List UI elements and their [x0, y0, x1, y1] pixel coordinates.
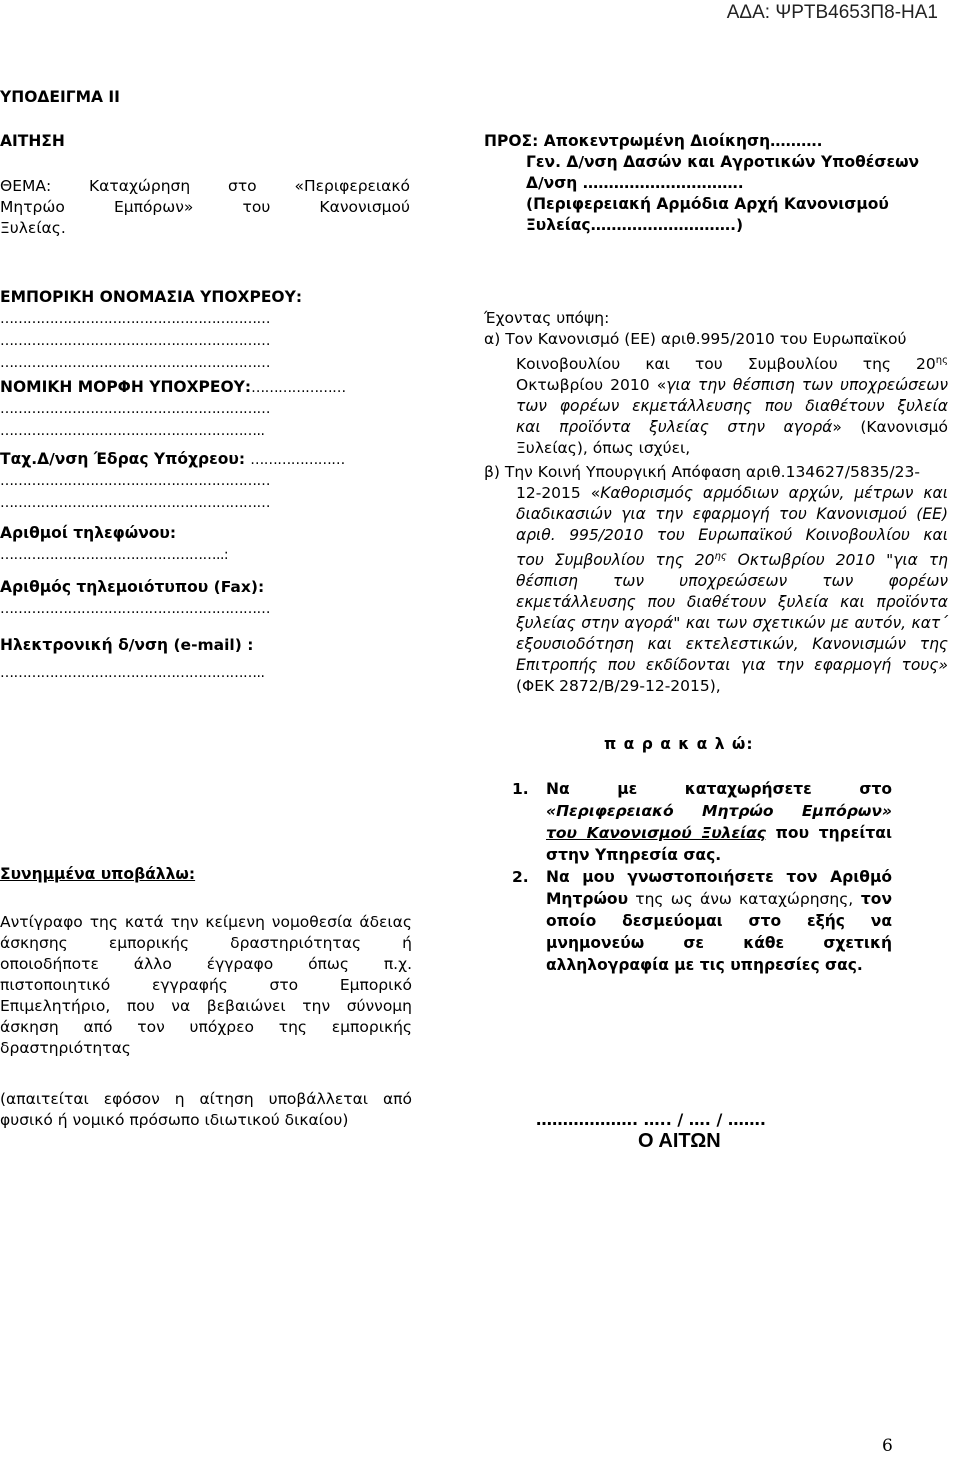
considering-a-line [516, 375, 948, 396]
considering-a-text: » (Κανονισμό [832, 418, 948, 437]
ada-code: ΑΔΑ: ΨΡΤΒ4653Π8-ΗΑ1 [726, 2, 938, 23]
address-field-2[interactable]: …………………………………………………… [0, 473, 270, 489]
considering-b-line: Επιτροπής που εκδίδονται για την εφαρμογή τους» [516, 656, 948, 675]
trade-name-field-1[interactable]: …………………………………………………… [0, 311, 270, 327]
attachments-line: άσκηση από τον υπόχρεο της εμπορικής [0, 1018, 412, 1036]
request-item-2 [512, 866, 892, 976]
address-field[interactable]: ………………… [250, 452, 345, 468]
request-verb: π α ρ α κ α λ ώ: [604, 735, 754, 753]
trade-name-field-2[interactable]: …………………………………………………… [0, 333, 270, 349]
considering-a-line: των φορέων εκμετάλλευσης που διαθέτουν ξυλεία [516, 397, 948, 416]
subject-block [0, 176, 410, 239]
request-item-line: μνημονεύω σε κάθε σχετική [546, 934, 892, 952]
legal-form-field-2[interactable]: …………………………………………………… [0, 401, 270, 417]
trade-name-label: ΕΜΠΟΡΙΚΗ ΟΝΟΜΑΣΙΑ ΥΠΟΧΡΕΟΥ: [0, 288, 303, 306]
request-item-number: 1. [512, 780, 529, 798]
request-item-line: «Περιφερειακό Μητρώο Εμπόρων» [546, 802, 892, 820]
subject-line-2: Μητρώο Εμπόρων» του Κανονισμού [0, 198, 410, 216]
request-items [512, 778, 892, 976]
attachments-text [0, 912, 412, 1059]
request-item-text: Μητρώου [546, 890, 629, 908]
attachments-note-line: φυσικό ή νομικό πρόσωπο ιδιωτικού δικαίου) [0, 1111, 349, 1129]
considering-a-line: Ξυλείας), όπως ισχύει, [516, 439, 691, 458]
considering-intro: Έχοντας υπόψη: [484, 309, 610, 327]
attachments-line: Αντίγραφο της κατά την κείμενη νομοθεσία άδειας [0, 913, 412, 931]
considering-a-text: Οκτωβρίου 2010 « [516, 376, 667, 395]
superscript: ης [935, 355, 948, 366]
request-item-italic: του Κανονισμού Ξυλείας [546, 824, 766, 842]
fax-field[interactable]: …………………………………………………… [0, 601, 270, 617]
attachments-line: οποιοδήποτε άλλο έγγραφο όπως π.χ. [0, 955, 412, 973]
request-item-line: αλληλογραφία με τις υπηρεσίες σας. [546, 956, 863, 974]
attachments-line: πιστοποιητικό εγγραφής στο Εμπορικό [0, 976, 412, 994]
fax-label: Αριθμός τηλεμοιότυπου (Fax): [0, 578, 265, 596]
legal-form-row [0, 377, 412, 401]
considering-a-text: Κοινοβουλίου και του Συμβουλίου της 20 [516, 355, 936, 374]
considering-a-italic: για την θέσπιση των υποχρεώσεων [666, 376, 949, 395]
request-item-text: που τηρείται [765, 824, 892, 842]
considering-a-italic: και προϊόντα ξυλείας στην αγορά [516, 418, 833, 437]
page-number: 6 [882, 1436, 893, 1456]
recipient-line-5: Ξυλείας……………………….) [526, 216, 744, 234]
phones-label: Αριθμοί τηλεφώνου: [0, 524, 177, 542]
address-row [0, 449, 412, 473]
recipient-line-2: Γεν. Δ/νση Δασών και Αγροτικών Υποθέσεων [526, 153, 920, 171]
attachments-note [0, 1089, 412, 1131]
subject-line-3: Ξυλείας. [0, 219, 66, 237]
considering-b-line: (ΦΕΚ 2872/Β/29-12-2015), [516, 677, 721, 696]
recipient-line-4: (Περιφερειακή Αρμόδια Αρχή Κανονισμού [526, 195, 889, 213]
applicant-signature-label: Ο ΑΙΤΩΝ [638, 1130, 721, 1152]
request-item-line: στην Υπηρεσία σας. [546, 846, 722, 864]
attachments-line: Επιμελητήριο, που να βεβαιώνει την σύννομη [0, 997, 412, 1015]
phones-field[interactable]: …………………………………………..: [0, 547, 229, 563]
considering-b-line: β) Την Κοινή Υπουργική Απόφαση αριθ.134627/5835/23- [484, 463, 920, 482]
legal-form-field-3[interactable]: ………………………………………………….. [0, 423, 265, 439]
address-label: Ταχ.Δ/νση Έδρας Υπόχρεου: [0, 450, 246, 468]
attachments-line: άσκησης εμπορικής δραστηριότητας ή [0, 934, 412, 952]
considering-a-line [516, 417, 948, 438]
considering-b-text: 12-2015 « [516, 484, 601, 503]
considering-b-line: εξουσιοδότηση και εκτελεστικών, Κανονισμών της [516, 635, 948, 654]
attachments-heading: Συνημμένα υποβάλλω: [0, 865, 196, 883]
considering-b-line [516, 546, 948, 571]
recipient-block [484, 131, 944, 236]
considering-a-body [484, 350, 948, 459]
request-item-1 [512, 778, 892, 866]
recipient-line-3: Δ/νση …………………………. [526, 174, 744, 192]
trade-name-field-3[interactable]: …………………………………………………… [0, 355, 270, 371]
request-item-line: Να μου γνωστοποιήσετε τον Αριθμό [546, 868, 892, 886]
request-heading: ΑΙΤΗΣΗ [0, 132, 65, 150]
request-item-line: οποίο δεσμεύομαι στο εξής να [546, 912, 892, 930]
considering-a-line: α) Τον Κανονισμό (ΕΕ) αριθ.995/2010 του Ευρωπαϊκού [484, 330, 907, 348]
request-item-line: Να με καταχωρήσετε στο [546, 780, 892, 798]
considering-b-italic: Οκτωβρίου 2010 "για τη [726, 551, 948, 570]
considering-b-line [516, 483, 948, 504]
document-title: ΥΠΟΔΕΙΓΜΑ ΙΙ [0, 88, 120, 106]
request-item-text: τον [853, 890, 893, 908]
superscript: ης [714, 551, 727, 563]
considering-b-line: θέσπιση των υποχρεώσεων των φορέων [516, 572, 948, 591]
legal-form-label: ΝΟΜΙΚΗ ΜΟΡΦΗ ΥΠΟΧΡΕΟΥ: [0, 378, 252, 396]
considering-a-line [516, 350, 948, 375]
request-item-text: της ως άνω καταχώρησης, [628, 890, 854, 908]
applicant-details [0, 287, 412, 687]
considering-b-body [484, 483, 948, 697]
subject-line-1: ΘΕΜΑ: Καταχώρηση στο «Περιφερειακό [0, 177, 410, 195]
attachments-note-line: (απαιτείται εφόσον η αίτηση υποβάλλεται από [0, 1090, 412, 1108]
address-field-3[interactable]: …………………………………………………… [0, 495, 270, 511]
considering-b-line: εκμετάλλευσης που διαθέτουν ξυλεία και προϊόντα [516, 593, 948, 612]
considering-b-line: διαδικασιών για την εφαρμογή του Κανονισμού (ΕΕ) [516, 505, 948, 524]
recipient-line-1: ΠΡΟΣ: Αποκεντρωμένη Διοίκηση………. [484, 132, 823, 150]
considering-b-italic: Καθορισμός αρμόδιων αρχών, μέτρων και [600, 484, 948, 503]
considering-b-line: αριθ. 995/2010 του Ευρωπαϊκού Κοινοβουλίου και [516, 526, 948, 545]
email-field[interactable]: ………………………………………………….. [0, 665, 265, 681]
attachments-line: δραστηριότητας [0, 1039, 131, 1057]
considering-block [484, 308, 948, 697]
considering-b-line: ξυλείας στην αγορά" και των σχετικών με αυτόν, κατ΄ [516, 614, 948, 633]
signature-date[interactable]: ………………. ….. / …. / ……. [536, 1110, 766, 1129]
considering-b-italic: του Συμβουλίου της 20 [516, 551, 715, 570]
email-label: Ηλεκτρονική δ/νση (e-mail) : [0, 636, 254, 654]
legal-form-field[interactable]: ………………… [251, 380, 346, 396]
request-item-number: 2. [512, 868, 529, 886]
